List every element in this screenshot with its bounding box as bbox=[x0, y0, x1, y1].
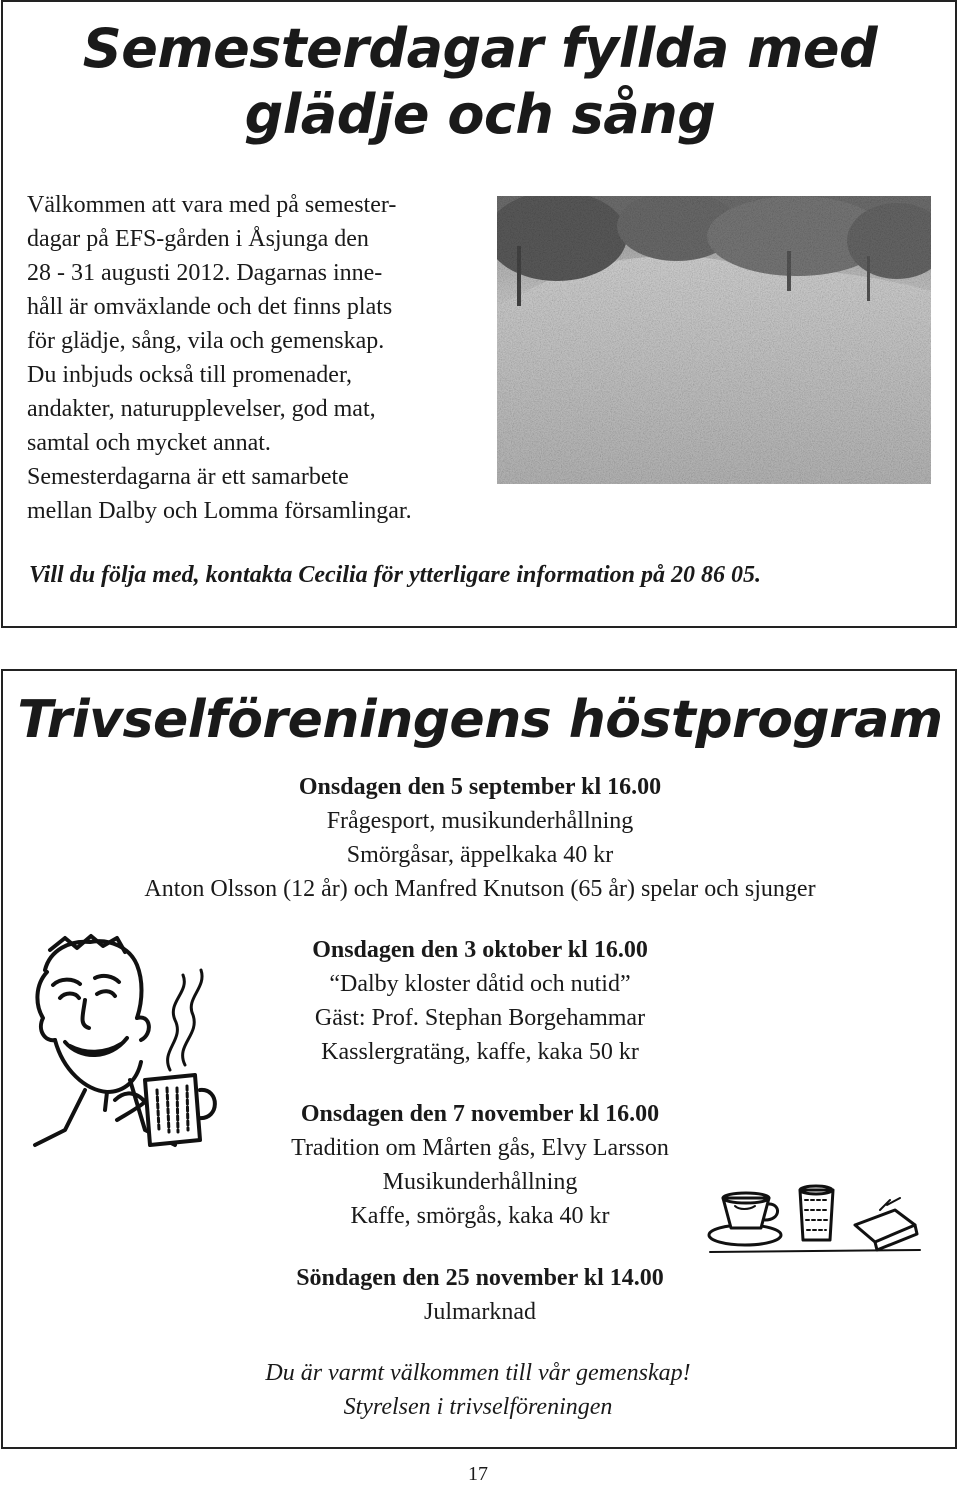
meadow-photo bbox=[497, 196, 931, 484]
event-date: Onsdagen den 3 oktober kl 16.00 bbox=[312, 937, 648, 963]
intro-line: Semesterdagarna är ett samarbete bbox=[27, 464, 349, 490]
intro-line: 28 - 31 augusti 2012. Dagarnas inne- bbox=[27, 260, 383, 286]
event-line: Tradition om Mårten gås, Elvy Larsson bbox=[291, 1135, 669, 1161]
intro-line: dagar på EFS-gården i Åsjunga den bbox=[27, 226, 369, 252]
intro-line: håll är omväxlande och det finns plats bbox=[27, 294, 393, 320]
event-line: Anton Olsson (12 år) och Manfred Knutson (65 år) spelar och sjunger bbox=[144, 876, 816, 902]
closing-line: Styrelsen i trivselföreningen bbox=[343, 1394, 613, 1420]
article-title-semesterdagar bbox=[0, 16, 960, 148]
intro-paragraph bbox=[27, 188, 497, 528]
contact-info: Vill du följa med, kontakta Cecilia för ytterligare information på 20 86 05. bbox=[29, 562, 762, 588]
intro-line: Välkommen att vara med på semester- bbox=[27, 192, 397, 218]
event-september bbox=[40, 770, 920, 906]
event-date: Söndagen den 25 november kl 14.00 bbox=[296, 1265, 664, 1291]
event-line: Gäst: Prof. Stephan Borgehammar bbox=[314, 1005, 646, 1031]
event-oktober bbox=[240, 933, 720, 1069]
event-line: Smörgåsar, äppelkaka 40 kr bbox=[346, 842, 614, 868]
intro-line: mellan Dalby och Lomma församlingar. bbox=[27, 498, 412, 524]
title-line-2: glädje och sång bbox=[244, 83, 716, 146]
title-line-1: Semesterdagar fyllda med bbox=[82, 17, 878, 80]
intro-line: andakter, naturupplevelser, god mat, bbox=[27, 396, 376, 422]
event-line: Frågesport, musikunderhållning bbox=[326, 808, 634, 834]
intro-line: Du inbjuds också till promenader, bbox=[27, 362, 352, 388]
event-date: Onsdagen den 7 november kl 16.00 bbox=[300, 1101, 660, 1127]
intro-line: för glädje, sång, vila och gemenskap. bbox=[27, 328, 385, 354]
event-julmarknad bbox=[240, 1261, 720, 1329]
event-line: “Dalby kloster dåtid och nutid” bbox=[329, 971, 631, 997]
article-title-hostprogram: Trivselföreningens höstprogram bbox=[17, 690, 943, 750]
event-november bbox=[240, 1097, 720, 1233]
event-line: Julmarknad bbox=[424, 1299, 536, 1325]
page-number: 17 bbox=[468, 1463, 488, 1485]
event-line: Kasslergratäng, kaffe, kaka 50 kr bbox=[321, 1039, 639, 1065]
event-line: Kaffe, smörgås, kaka 40 kr bbox=[350, 1203, 610, 1229]
intro-line: samtal och mycket annat. bbox=[27, 430, 271, 456]
event-line: Musikunderhållning bbox=[382, 1169, 578, 1195]
closing-line: Du är varmt välkommen till vår gemenskap! bbox=[265, 1360, 691, 1386]
coffee-cups-illustration bbox=[705, 1170, 925, 1260]
closing-greeting bbox=[0, 1356, 956, 1424]
event-date: Onsdagen den 5 september kl 16.00 bbox=[298, 774, 662, 800]
man-with-coffee-illustration bbox=[25, 930, 225, 1165]
